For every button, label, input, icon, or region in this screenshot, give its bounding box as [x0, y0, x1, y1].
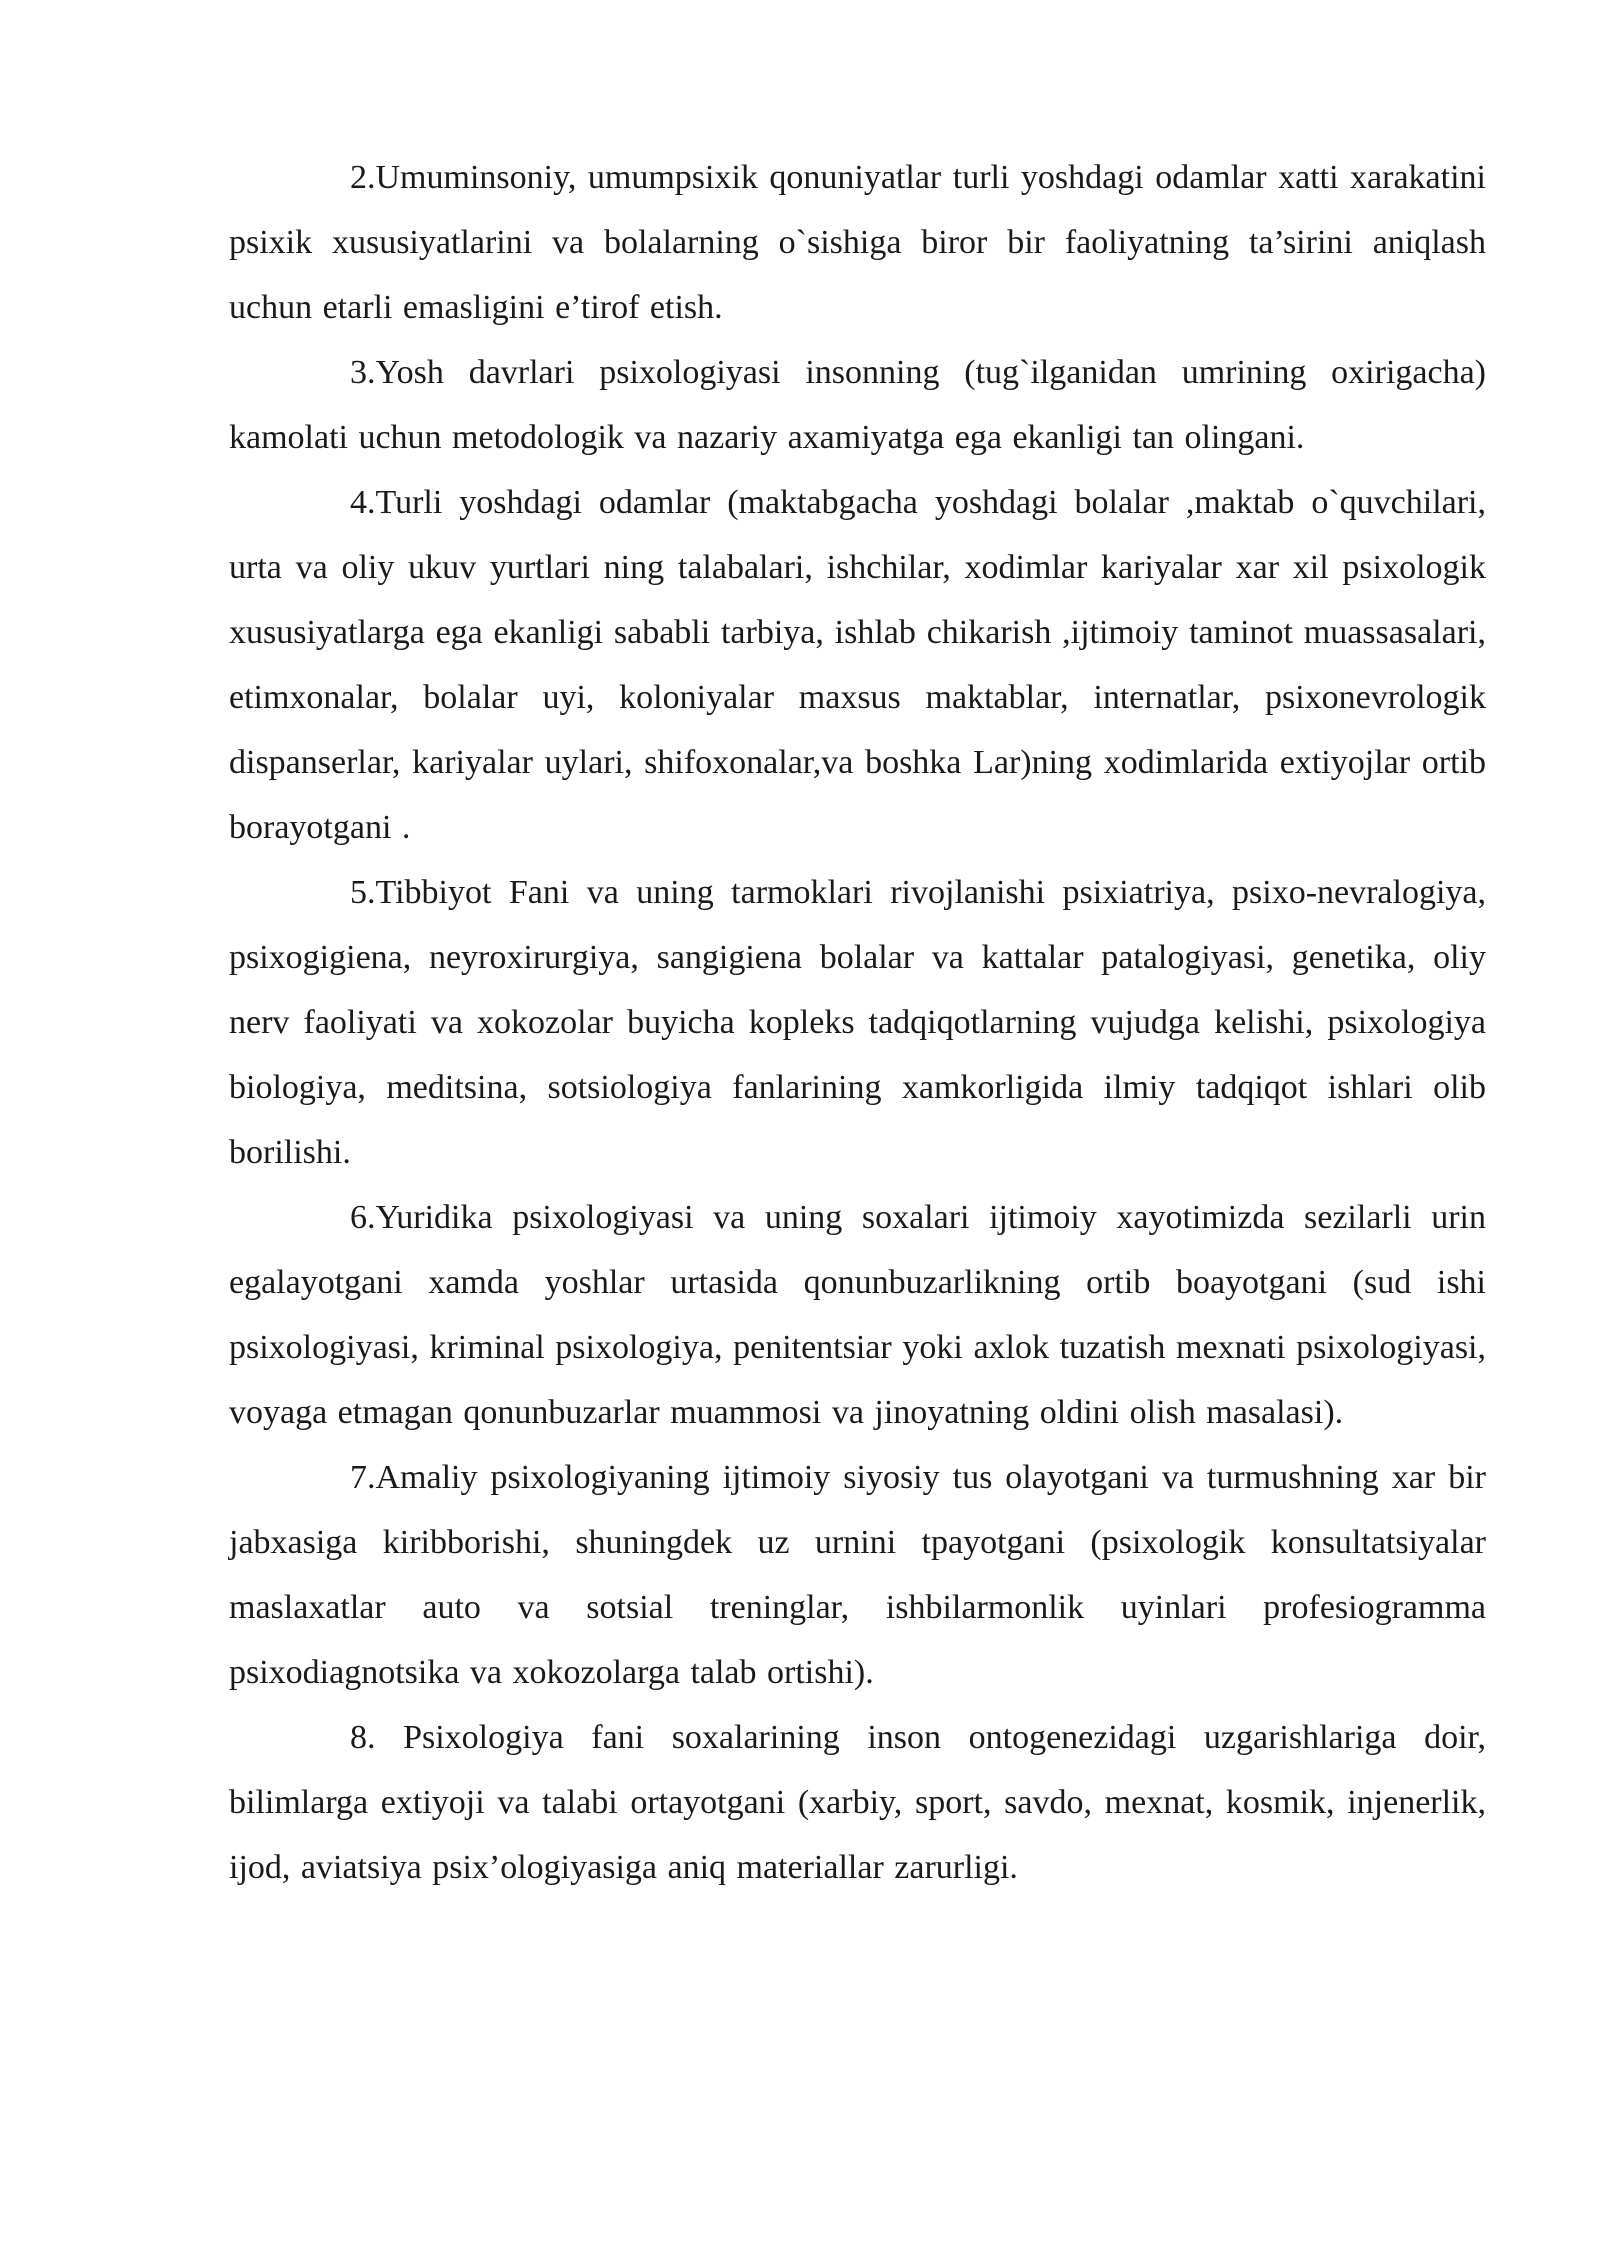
paragraph-4: 4.Turli yoshdagi odamlar (maktabgacha yoshdagi bolalar ,maktab o`quvchilari, urta va oliy ukuv yurtlari ning talabalari, ishchilar, xodimlar kariyalar xar xil psixologik xususiyatlarga ega ekanligi sababli tarbiya, ishlab chikarish ,ijtimoiy taminot muassasalari, etimxonalar, bolalar uyi, koloniyalar maxsus maktablar, internatlar, psixonevrologik dispanserlar, kariyalar uylari, shifoxonalar,va boshka Lar)ning xodimlarida extiyojlar ortib borayotgani .	[229, 484, 1486, 846]
paragraph-3: 3.Yosh davrlari psixologiyasi insonning (tug`ilganidan umrining oxirigacha) kamolati uchun metodologik va nazariy axamiyatga ega ekanligi tan olingani.	[229, 354, 1486, 456]
paragraph-6: 6.Yuridika psixologiyasi va uning soxalari ijtimoiy xayotimizda sezilarli urin egalayotgani xamda yoshlar urtasida qonunbuzarlikning ortib boayotgani (sud ishi psixologiyasi, kriminal psixologiya, penitentsiar yoki axlok tuzatish mexnati psixologiyasi, voyaga etmagan qonunbuzarlar muammosi va jinoyatning oldini olish masalasi).	[229, 1199, 1486, 1431]
paragraph-2: 2.Umuminsoniy, umumpsixik qonuniyatlar turli yoshdagi odamlar xatti xarakatini psixik xususiyatlarini va bolalarning o`sishiga biror bir faoliyatning ta’sirini aniqlash uchun etarli emasligini e’tirof etish.	[229, 159, 1486, 326]
paragraph-7: 7.Amaliy psixologiyaning ijtimoiy siyosiy tus olayotgani va turmushning xar bir jabxasiga kiribborishi, shuningdek uz urnini tpayotgani (psixologik konsultatsiyalar maslaxatlar auto va sotsial treninglar, ishbilarmonlik uyinlari profesiogramma psixodiagnotsika va xokozolarga talab ortishi).	[229, 1459, 1486, 1691]
paragraph-8: 8. Psixologiya fani soxalarining inson ontogenezidagi uzgarishlariga doir, bilimlarga extiyoji va talabi ortayotgani (xarbiy, sport, savdo, mexnat, kosmik, injenerlik, ijod, aviatsiya psix’ologiyasiga aniq materiallar zarurligi.	[229, 1719, 1486, 1886]
document-body	[229, 145, 1486, 1900]
paragraph-5: 5.Tibbiyot Fani va uning tarmoklari rivojlanishi psixiatriya, psixo-nevralogiya, psixogigiena, neyroxirurgiya, sangigiena bolalar va kattalar patalogiyasi, genetika, oliy nerv faoliyati va xokozolar buyicha kopleks tadqiqotlarning vujudga kelishi, psixologiya biologiya, meditsina, sotsiologiya fanlarining xamkorligida ilmiy tadqiqot ishlari olib borilishi.	[229, 874, 1486, 1171]
